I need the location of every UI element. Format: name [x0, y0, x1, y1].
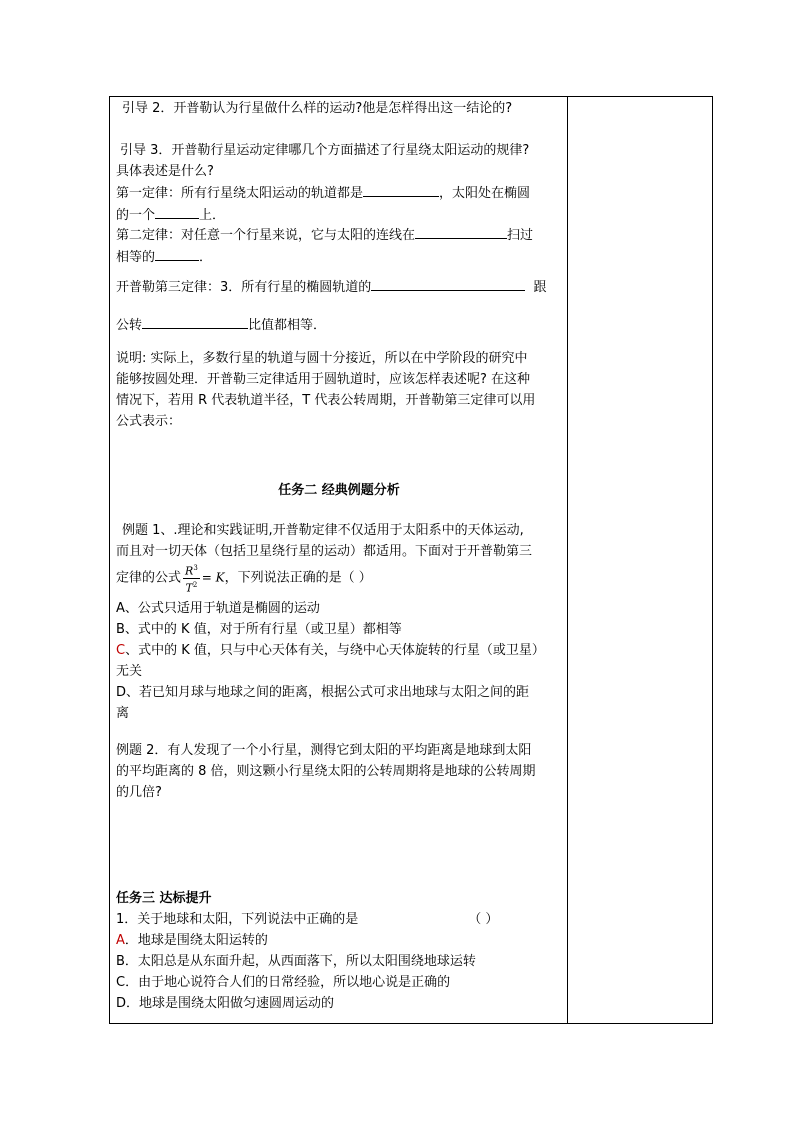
law-2: 第二定律：对任意一个行星来说，它与太阳的连线在 扫过 相等的 ． [116, 224, 562, 268]
example-1-options: A、公式只适用于轨道是椭圆的运动 B、式中的 K 值，对于所有行星（或卫星）都相等 C、式中的 K 值，只与中心天体有关，与绕中心天体旋转的行星（或卫星） 无关 D、若已知月球与地球之间的距离，根据公式可求出地球与太阳之间的距 离 [116, 598, 562, 724]
blank-sun-position[interactable] [155, 204, 199, 219]
blank-period-ratio[interactable] [142, 314, 248, 329]
blank-equal-area[interactable] [155, 246, 199, 261]
q1-option-d: D．地球是围绕太阳做匀速圆周运动的 [116, 996, 335, 1011]
example-1: 例题 1、.理论和实践证明,开普勒定律不仅适用于太阳系中的天体运动, 而且对一切天体（包括卫星绕行星的运动）都适用。下面对于开普勒第三 [116, 523, 533, 559]
option-c: C、式中的 K 值，只与中心天体有关，与绕中心天体旋转的行星（或卫星） [116, 643, 545, 658]
blank-orbit-shape[interactable] [363, 182, 439, 197]
task-3-heading: 任务三 达标提升 [116, 891, 212, 906]
guide-2: 引导 2．开普勒认为行星做什么样的运动?他是怎样得出这一结论的? [122, 101, 513, 116]
option-b: B、式中的 K 值，对于所有行星（或卫星）都相等 [116, 622, 402, 637]
question-1-stem: 1．关于地球和太阳，下列说法中正确的是 （ ） [116, 912, 499, 927]
q1-option-c: C．由于地心说符合人们的日常经验，所以地心说是正确的 [116, 975, 451, 990]
law-3-line2: 公转 比值都相等． [116, 314, 562, 336]
explanation-note: 说明: 实际上，多数行星的轨道与圆十分接近，所以在中学阶段的研究中 能够按圆处理．开普勒三定律适用于圆轨道时，应该怎样表述呢? 在这种 情况下，若用 R 代表轨道半径，T 代表公转周期，开普勒第三定律可以用 公式表示： [116, 351, 536, 429]
task-2-heading: 任务二 经典例题分析 [278, 483, 400, 498]
example-2: 例题 2．有人发现了一个小行星，测得它到太阳的平均距离是地球到太阳 的平均距离的 8 倍，则这颗小行星绕太阳的公转周期将是地球的公转周期 的几倍? [116, 743, 536, 800]
blank-semi-major-axis[interactable] [371, 276, 525, 291]
task-3 [116, 888, 562, 1014]
q1-option-b: B．太阳总是从东面升起，从西面落下，所以太阳围绕地球运转 [116, 954, 476, 969]
option-a: A、公式只适用于轨道是椭圆的运动 [116, 601, 320, 616]
law-3: 开普勒第三定律：3．所有行星的椭圆轨道的 跟 [116, 276, 562, 298]
kepler-formula: $\frac{R^3}{T^2}$ [185, 564, 198, 595]
q1-option-a: A．地球是围绕太阳运转的 [116, 933, 268, 948]
law-1: 第一定律：所有行星绕太阳运动的轨道都是 ，太阳处在椭圆 的一个 上． [116, 182, 562, 226]
table-column-divider [567, 96, 568, 1024]
guide-3: 引导 3．开普勒行星运动定律哪几个方面描述了行星绕太阳运动的规律? 具体表述是什么? [116, 143, 530, 179]
option-d: D、若已知月球与地球之间的距离，根据公式可求出地球与太阳之间的距 [116, 685, 530, 700]
example-1-formula-line: 定律的公式 $\frac{R^3}{T^2}$ = K，下列说法正确的是（ ） [116, 564, 372, 595]
blank-equal-time[interactable] [415, 224, 507, 239]
